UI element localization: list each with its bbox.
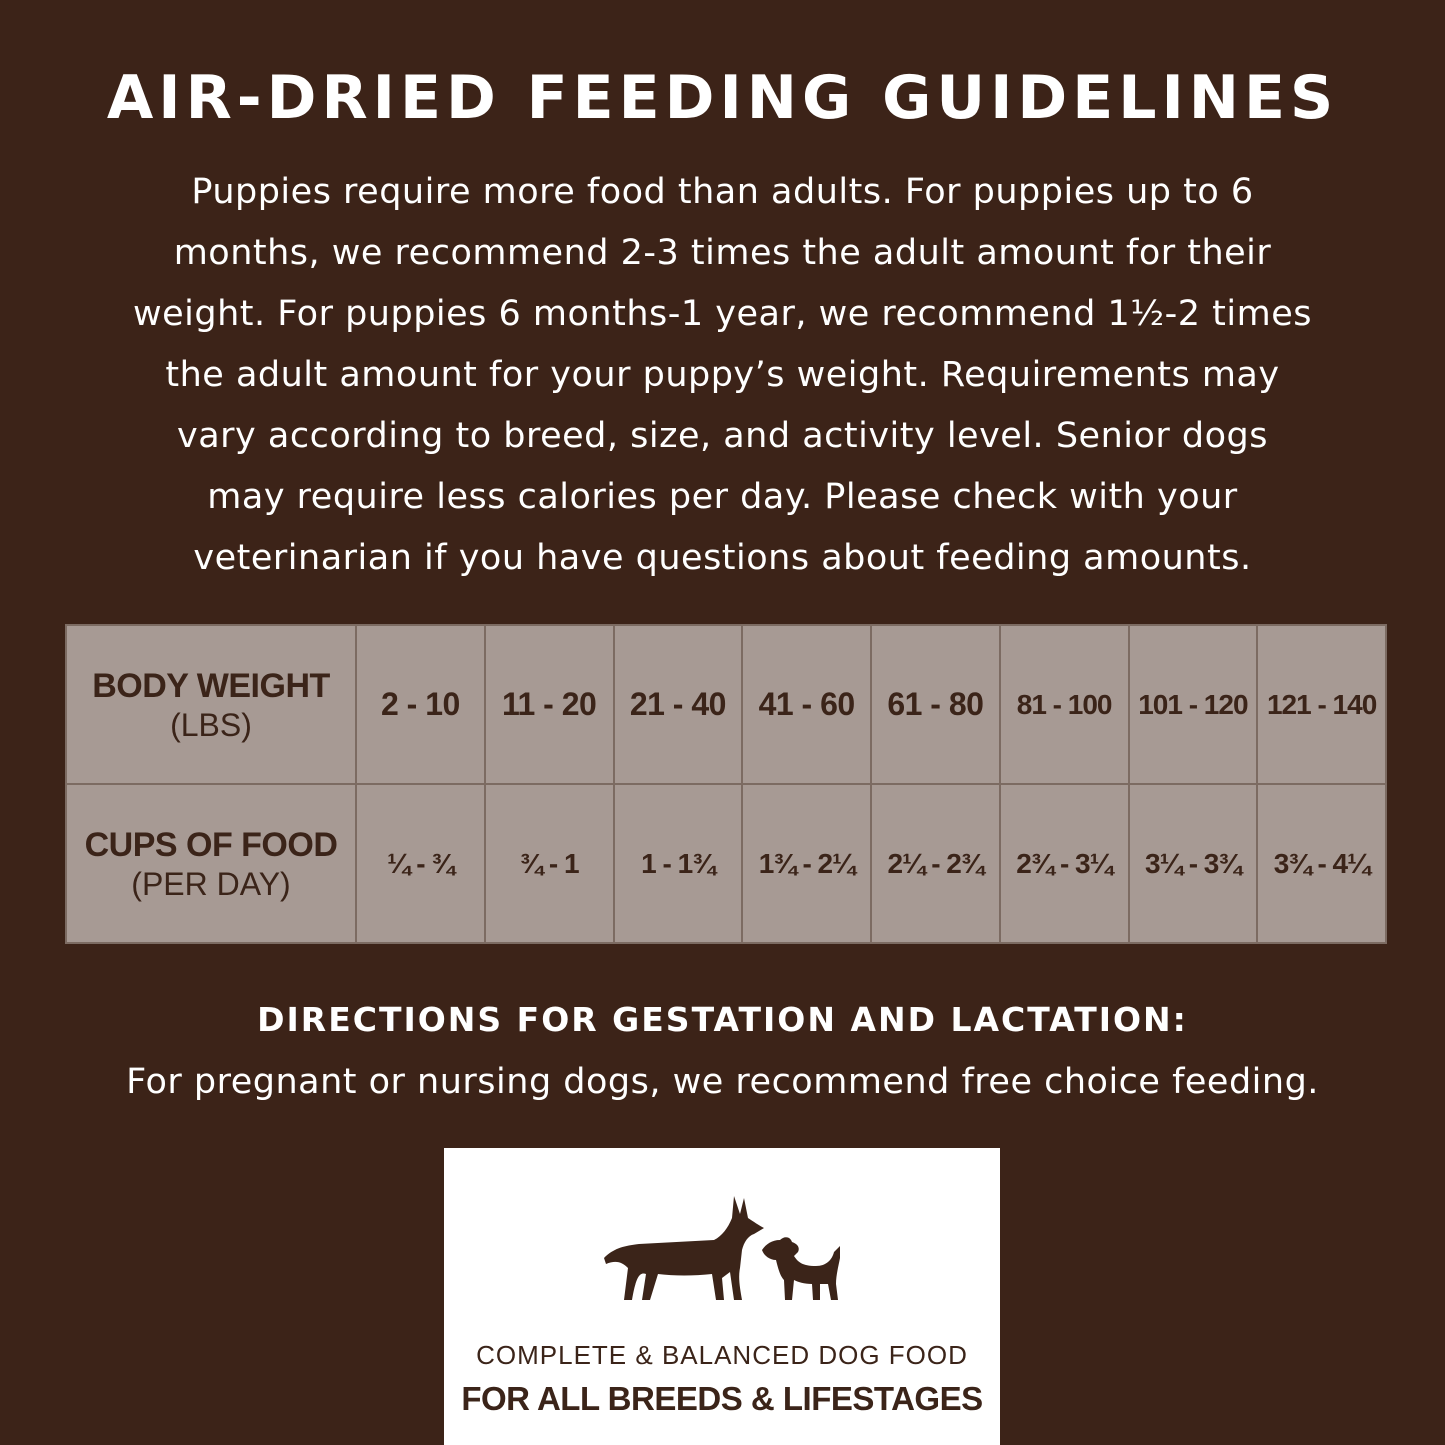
cups-cell: ¼ - ¾ <box>356 784 485 943</box>
row-header-sub: (LBS) <box>170 706 252 743</box>
cups-cell: 2¾ - 3¼ <box>1000 784 1129 943</box>
row-header-body-weight <box>66 625 356 784</box>
cups-cell: 1 - 1¾ <box>614 784 743 943</box>
weight-cell: 121 - 140 <box>1257 625 1386 784</box>
intro-line: the adult amount for your puppy’s weight. Requirements may <box>165 355 1280 395</box>
weight-cell: 101 - 120 <box>1129 625 1258 784</box>
row-header-cups-of-food <box>66 784 356 943</box>
cups-cell: 3¾ - 4¼ <box>1257 784 1386 943</box>
badge-title: FOR ALL BREEDS & LIFESTAGES <box>461 1380 983 1417</box>
row-header-main: BODY WEIGHT <box>92 666 330 705</box>
table-row-body-weight <box>66 625 1386 784</box>
table-row-cups-of-food <box>66 784 1386 943</box>
intro-line: Puppies require more food than adults. For puppies up to 6 <box>191 172 1254 212</box>
intro-line: months, we recommend 2-3 times the adult amount for their <box>173 233 1272 273</box>
weight-cell: 21 - 40 <box>614 625 743 784</box>
weight-cell: 81 - 100 <box>1000 625 1129 784</box>
directions-text: For pregnant or nursing dogs, we recommend free choice feeding. <box>126 1062 1319 1102</box>
row-header-sub: (PER DAY) <box>131 865 291 902</box>
cups-cell: 1¾ - 2¼ <box>742 784 871 943</box>
row-header-main: CUPS OF FOOD <box>84 825 338 864</box>
badge-subtitle: COMPLETE & BALANCED DOG FOOD <box>476 1340 968 1370</box>
weight-cell: 41 - 60 <box>742 625 871 784</box>
intro-line: weight. For puppies 6 months-1 year, we recommend 1½-2 times <box>133 294 1312 334</box>
cups-cell: ¾ - 1 <box>485 784 614 943</box>
two-dogs-icon <box>594 1188 854 1318</box>
intro-line: veterinarian if you have questions about feeding amounts. <box>193 538 1252 578</box>
feeding-table <box>65 624 1387 944</box>
lifestage-badge <box>444 1148 1000 1445</box>
page-title: AIR-DRIED FEEDING GUIDELINES <box>106 63 1339 133</box>
weight-cell: 2 - 10 <box>356 625 485 784</box>
cups-cell: 3¼ - 3¾ <box>1129 784 1258 943</box>
weight-cell: 11 - 20 <box>485 625 614 784</box>
intro-paragraph <box>60 162 1385 589</box>
weight-cell: 61 - 80 <box>871 625 1000 784</box>
cups-cell: 2¼ - 2¾ <box>871 784 1000 943</box>
intro-line: vary according to breed, size, and activity level. Senior dogs <box>177 416 1268 456</box>
intro-line: may require less calories per day. Please check with your <box>207 477 1238 517</box>
directions-heading: DIRECTIONS FOR GESTATION AND LACTATION: <box>257 1000 1188 1039</box>
